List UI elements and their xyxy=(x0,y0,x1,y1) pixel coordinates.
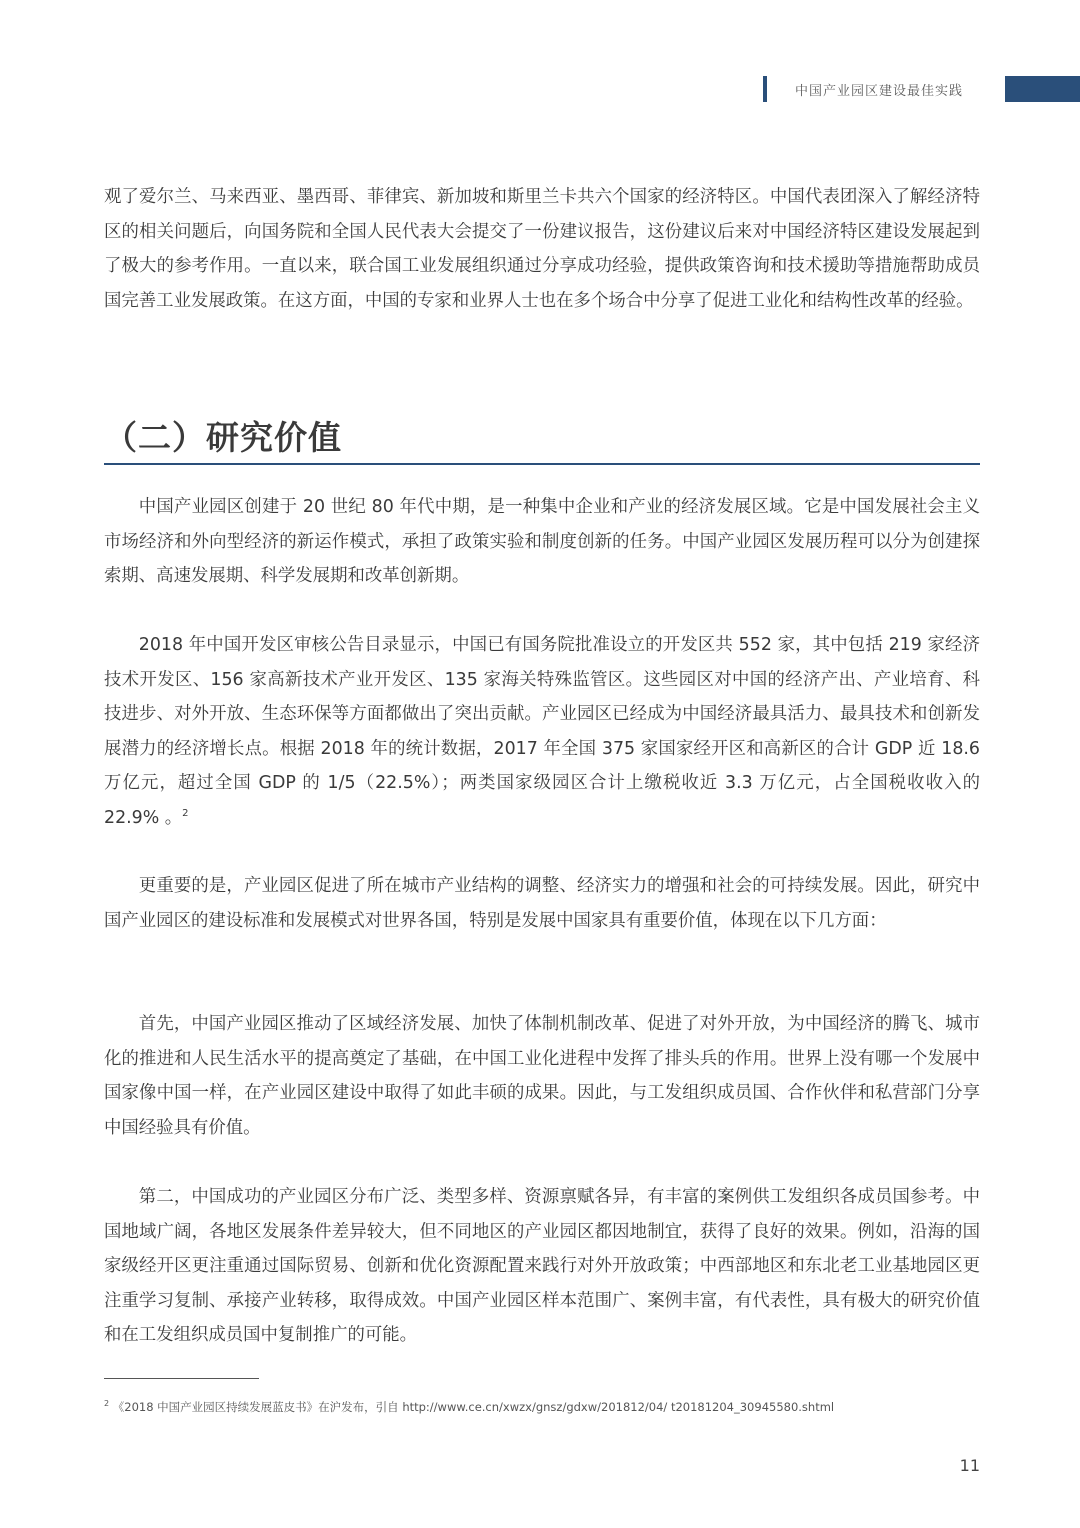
page-number: 11 xyxy=(959,1456,980,1475)
paragraph-history: 中国产业园区创建于 20 世纪 80 年代中期，是一种集中企业和产业的经济发展区域。它是中国发展社会主义市场经济和外向型经济的新运作模式，承担了政策实验和制度创新的任务。中国产业园区发展历程可以分为创建探索期、高速发展期、科学发展期和改革创新期。 xyxy=(104,497,980,587)
intro-paragraph: 观了爱尔兰、马来西亚、墨西哥、菲律宾、新加坡和斯里兰卡共六个国家的经济特区。中国代表团深入了解经济特区的相关问题后，向国务院和全国人民代表大会提交了一份建议报告，这份建议后来对中国经济特区建设发展起到了极大的参考作用。一直以来，联合国工业发展组织通过分享成功经验，提供政策咨询和技术援助等措施帮助成员国完善工业发展政策。在这方面，中国的专家和业界人士也在多个场合中分享了促进工业化和结构性改革的经验。 xyxy=(104,187,980,311)
paragraph-statistics-text: 2018 年中国开发区审核公告目录显示，中国已有国务院批准设立的开发区共 552 家，其中包括 219 家经济技术开发区、156 家高新技术产业开发区、135 家海关特殊监管区。这些园区对中国的经济产出、产业培育、科技进步、对外开放、生态环保等方面都做出了突出贡献。产业园区已经成为中国经济最具活力、最具技术和创新发展潜力的经济增长点。根据 2018 年的统计数据，2017 年全国 375 家国家经开区和高新区的合计 GDP 近 18.6 万亿元，超过全国 GDP 的 1/5（22.5%）；两类国家级园区合计上缴税收近 3.3 万亿元，占全国税收收入的 22.9% 。 xyxy=(104,635,980,828)
section-title: （二）研究价值 xyxy=(104,418,342,457)
footnote-divider xyxy=(104,1378,259,1379)
header-accent-bar xyxy=(763,76,767,102)
running-header-title: 中国产业园区建设最佳实践 xyxy=(795,84,964,99)
header-color-block xyxy=(1005,76,1080,102)
paragraph-statistics xyxy=(104,628,980,836)
footnote-number: 2 xyxy=(104,1399,110,1409)
paragraph-first-point: 首先，中国产业园区推动了区域经济发展、加快了体制机制改革、促进了对外开放，为中国经济的腾飞、城市化的推进和人民生活水平的提高奠定了基础，在中国工业化进程中发挥了排头兵的作用。世界上没有哪一个发展中国家像中国一样，在产业园区建设中取得了如此丰硕的成果。因此，与工发组织成员国、合作伙伴和私营部门分享中国经验具有价值。 xyxy=(104,1014,980,1138)
paragraph-second-point: 第二，中国成功的产业园区分布广泛、类型多样、资源禀赋各异，有丰富的案例供工发组织各成员国参考。中国地域广阔，各地区发展条件差异较大，但不同地区的产业园区都因地制宜，获得了良好的效果。例如，沿海的国家级经开区更注重通过国际贸易、创新和优化资源配置来践行对外开放政策；中西部地区和东北老工业基地园区更注重学习复制、承接产业转移，取得成效。中国产业园区样本范围广、案例丰富，有代表性，具有极大的研究价值和在工发组织成员国中复制推广的可能。 xyxy=(104,1187,980,1346)
section-divider xyxy=(104,463,980,465)
footnote-text: 《2018 中国产业园区持续发展蓝皮书》在沪发布，引自 http://www.ce.cn/xwzx/gnsz/gdxw/201812/04/ t20181204_30945580.shtml xyxy=(112,1400,835,1414)
footnote-reference: 2 xyxy=(182,808,189,820)
paragraph-importance: 更重要的是，产业园区促进了所在城市产业结构的调整、经济实力的增强和社会的可持续发展。因此，研究中国产业园区的建设标准和发展模式对世界各国，特别是发展中国家具有重要价值，体现在以下几方面： xyxy=(104,876,980,931)
footnote xyxy=(104,1399,980,1415)
